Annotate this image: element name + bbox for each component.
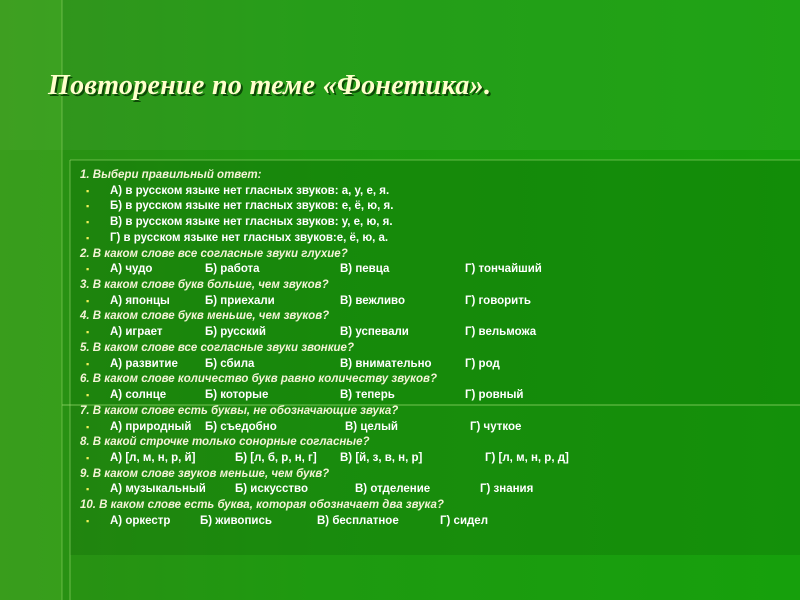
bullet-icon: ▪ [86,185,90,196]
answer-option: Б) которые [205,389,269,402]
bullet-icon: ▪ [86,421,90,432]
answer-row [80,451,780,467]
answer-option: В) бесплатное [317,514,399,527]
answer-row [80,231,780,247]
slide-title: Повторение по теме «Фонетика». [48,70,492,101]
answer-option: Б) в русском языке нет гласных звуков: е, ё, ю, я. [110,200,394,213]
answer-option: А) музыкальный [110,483,206,496]
answer-option: Г) [л, м, н, р, д] [485,451,569,464]
question-text: 9. В каком слове звуков меньше, чем букв? [80,467,330,480]
answer-option: Г) тончайший [465,263,542,276]
question-text: 5. В каком слове все согласные звуки звонкие? [80,341,354,354]
answer-row [80,199,780,215]
answer-option: Г) род [465,357,500,370]
answer-option: В) целый [345,420,398,433]
answer-option: Б) приехали [205,294,275,307]
answer-option: В) отделение [355,483,431,496]
answer-option: Г) сидел [440,514,489,527]
answer-row [80,294,780,310]
answer-row [80,420,780,436]
bullet-icon: ▪ [86,452,90,463]
answer-option: А) солнце [110,389,167,402]
answer-option: В) [й, з, в, н, р] [340,451,423,464]
bullet-icon: ▪ [86,232,90,243]
answer-row [80,388,780,404]
bullet-icon: ▪ [86,217,90,228]
answer-option: В) певца [340,263,390,276]
question-text: 4. В каком слове букв меньше, чем звуков? [80,310,330,323]
bullet-icon: ▪ [86,358,90,369]
answer-option: Г) в русском языке нет гласных звуков:е, ё, ю, а. [110,231,389,244]
answer-row [80,215,780,231]
question-text: 2. В каком слове все согласные звуки глухие? [80,247,348,260]
answer-row [80,357,780,373]
answer-option: Г) ровный [465,389,524,402]
answer-option: Б) сбила [205,357,255,370]
quiz-content [80,168,780,530]
answer-option: Г) чуткое [470,420,522,433]
bullet-icon: ▪ [86,390,90,401]
answer-option: А) развитие [110,357,178,370]
answer-option: В) внимательно [340,357,432,370]
answer-option: А) играет [110,326,163,339]
question-text: 3. В каком слове букв больше, чем звуков? [80,279,329,292]
answer-option: А) в русском языке нет гласных звуков: а, у, е, я. [110,184,390,197]
answer-option: В) вежливо [340,294,405,307]
answer-row [80,184,780,200]
bullet-icon: ▪ [86,484,90,495]
question-text: 1. Выбери правильный ответ: [80,169,262,181]
answer-option: Б) русский [205,326,266,339]
answer-row [80,262,780,278]
answer-option: А) чудо [110,263,153,276]
answer-option: Б) искусство [235,483,308,496]
answer-option: Б) работа [205,263,260,276]
bullet-icon: ▪ [86,201,90,212]
bullet-icon: ▪ [86,295,90,306]
answer-option: Г) говорить [465,294,531,307]
answer-option: Б) живопись [200,514,272,527]
answer-option: В) в русском языке нет гласных звуков: у, е, ю, я. [110,216,393,229]
question-text: 7. В каком слове есть буквы, не обозначающие звука? [80,404,399,417]
answer-option: Б) съедобно [205,420,277,433]
answer-option: А) [л, м, н, р, й] [110,451,196,464]
bullet-icon: ▪ [86,264,90,275]
answer-option: А) японцы [110,294,170,307]
question-text: 10. В каком слове есть буква, которая обозначает два звука? [80,499,444,512]
answer-option: А) природный [110,420,192,433]
question-text: 6. В каком слове количество букв равно количеству звуков? [80,373,437,386]
answer-row [80,482,780,498]
answer-row [80,514,780,530]
answer-row [80,325,780,341]
bullet-icon: ▪ [86,327,90,338]
bullet-icon: ▪ [86,515,90,526]
answer-option: В) теперь [340,389,395,402]
answer-option: А) оркестр [110,514,171,527]
answer-option: Г) вельможа [465,326,537,339]
answer-option: Б) [л, б, р, н, г] [235,451,317,464]
question-text: 8. В какой строчке только сонорные согласные? [80,436,370,449]
answer-option: В) успевали [340,326,409,339]
answer-option: Г) знания [480,483,534,496]
